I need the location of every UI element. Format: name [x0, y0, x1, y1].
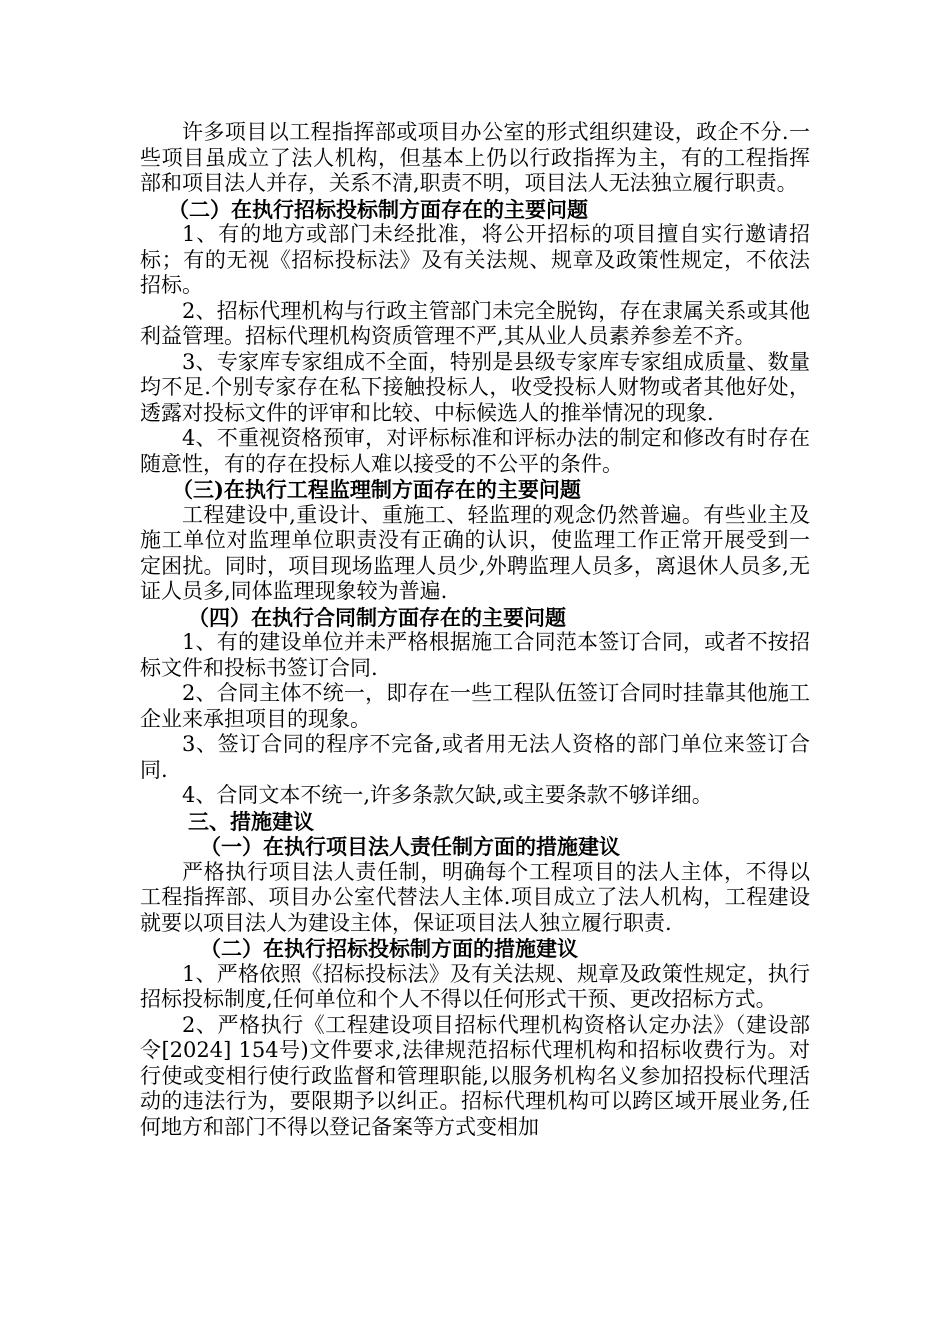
section-heading-contract-problems: （四）在执行合同制方面存在的主要问题 — [188, 604, 566, 630]
paragraph-legal-person-measures: 严格执行项目法人责任制，明确每个工程项目的法人主体，不得以工程指挥部、项目办公室代替法人主体.项目成立了法人机构，工程建设就要以项目法人为建设主体，保证项目法人独立履行职责. — [140, 859, 810, 935]
paragraph-supervision: 工程建设中,重设计、重施工、轻监理的观念仍然普遍。有些业主及施工单位对监理单位职责没有正确的认识，使监理工作正常开展受到一定困扰。同时，项目现场监理人员少,外聘监理人员多，离退休人员多,无证人员多,同体监理现象较为普遍. — [140, 502, 810, 603]
section-heading-bidding-measures: （二）在执行招标投标制方面的措施建议 — [200, 936, 578, 961]
paragraph-contract-3: 3、签订合同的程序不完备,或者用无法人资格的部门单位来签订合同. — [140, 732, 810, 782]
section-heading-supervision-problems: （三)在执行工程监理制方面存在的主要问题 — [172, 477, 581, 502]
document-body — [140, 120, 810, 1140]
paragraph-bidding-2: 2、招标代理机构与行政主管部门未完全脱钩，存在隶属关系或其他利益管理。招标代理机构资质管理不严,其从业人员素养参差不齐。 — [140, 298, 810, 348]
paragraph-bidding-1: 1、有的地方或部门未经批准，将公开招标的项目擅自实行邀请招标；有的无视《招标投标法》及有关法规、规章及政策性规定，不依法招标。 — [140, 222, 810, 297]
paragraph-bidding-3: 3、专家库专家组成不全面，特别是县级专家库专家组成质量、数量均不足.个别专家存在私下接触投标人，收受投标人财物或者其他好处，透露对投标文件的评审和比较、中标候选人的推举情况的现象. — [140, 349, 810, 425]
section-heading-bidding-problems: （二）在执行招标投标制方面存在的主要问题 — [168, 196, 588, 222]
section-heading-measures: 三、措施建议 — [188, 808, 314, 834]
paragraph-intro: 许多项目以工程指挥部或项目办公室的形式组织建设，政企不分.一些项目虽成立了法人机构，但基本上仍以行政指挥为主，有的工程指挥部和项目法人并存，关系不清,职责不明，项目法人无法独立履行职责。 — [140, 120, 810, 195]
paragraph-bidding-4: 4、不重视资格预审，对评标标准和评标办法的制定和修改有时存在随意性，有的存在投标人难以接受的不公平的条件。 — [140, 426, 810, 476]
paragraph-bidding-measures-2: 2、严格执行《工程建设项目招标代理机构资格认定办法》（建设部令[2024] 154号)文件要求,法律规范招标代理机构和招标收费行为。对行使或变相行使行政监督和管理职能,以服务机构名义参加招投标代理活动的违法行为，要限期予以纠正。招标代理机构可以跨区域开展业务,任何地方和部门不得以登记备案等方式变相加 — [140, 1012, 810, 1139]
paragraph-bidding-measures-1: 1、严格依照《招标投标法》及有关法规、规章及政策性规定，执行招标投标制度,任何单位和个人不得以任何形式干预、更改招标方式。 — [140, 961, 810, 1011]
paragraph-contract-1: 1、有的建设单位并未严格根据施工合同范本签订合同，或者不按招标文件和投标书签订合同. — [140, 630, 810, 680]
paragraph-contract-2: 2、合同主体不统一，即存在一些工程队伍签订合同时挂靠其他施工企业来承担项目的现象。 — [140, 681, 810, 731]
section-heading-legal-person-measures: （一）在执行项目法人责任制方面的措施建议 — [200, 834, 620, 859]
paragraph-contract-4: 4、合同文本不统一,许多条款欠缺,或主要条款不够详细。 — [182, 783, 713, 807]
